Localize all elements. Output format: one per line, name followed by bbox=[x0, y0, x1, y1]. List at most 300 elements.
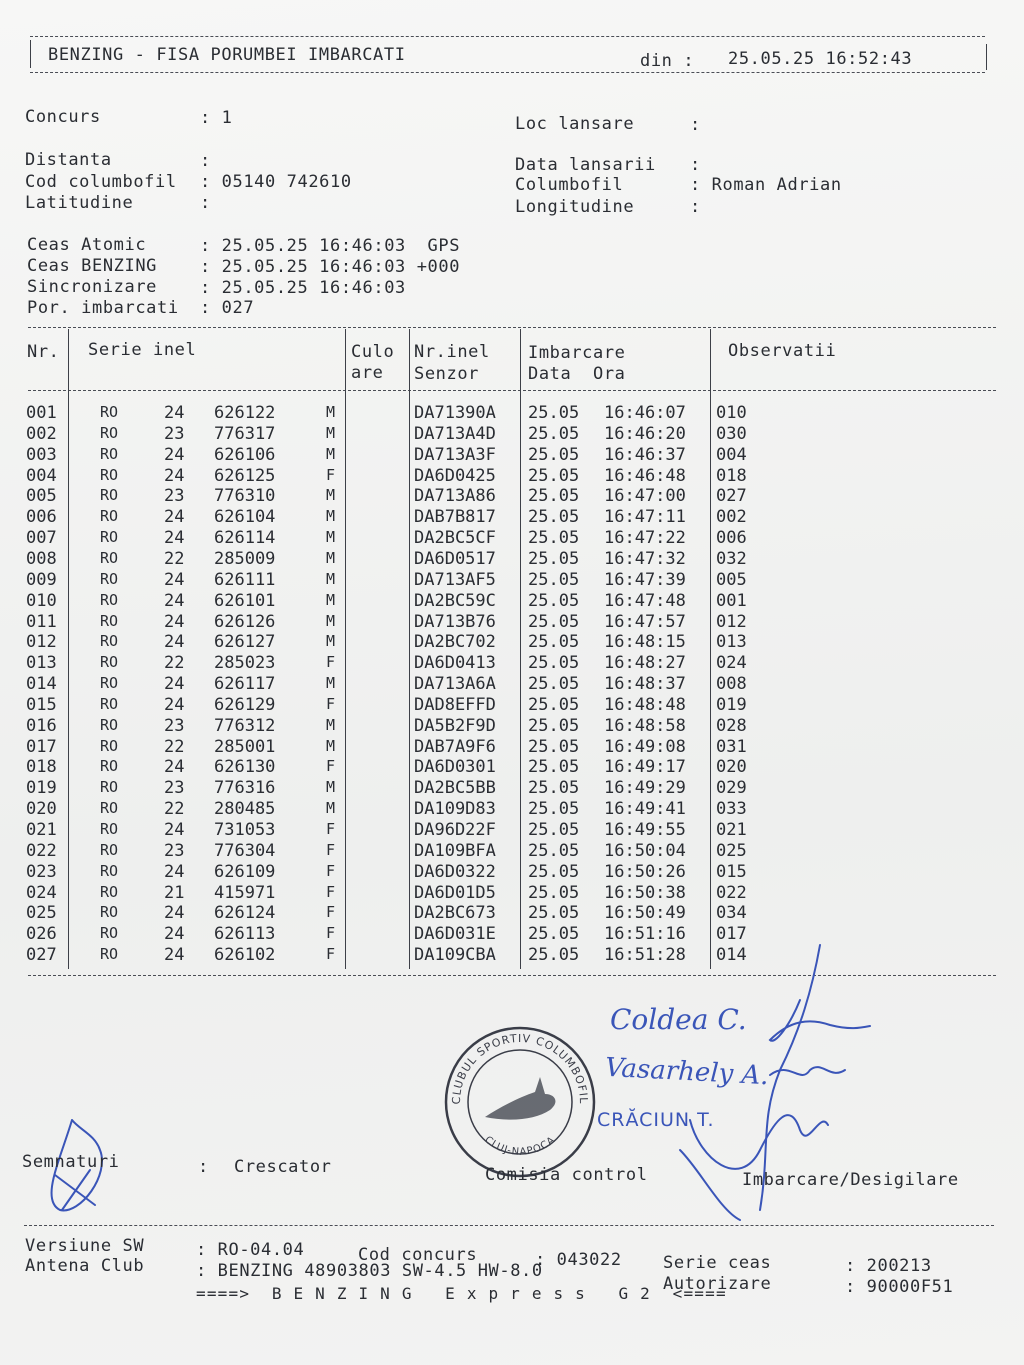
semnaturi-label: Semnaturi bbox=[22, 1152, 120, 1172]
por-imbarcati-value: : 027 bbox=[200, 298, 255, 318]
cell-culoare: F bbox=[326, 882, 336, 901]
cell-data: 25.05 bbox=[528, 945, 580, 966]
cell-inel: 626111 bbox=[214, 569, 276, 590]
cell-tara: RO bbox=[100, 653, 119, 672]
cell-ora: 16:47:22 bbox=[604, 528, 686, 549]
col-header-imbarcare: Imbarcare bbox=[528, 343, 626, 363]
benzing-banner: ====> B E N Z I N G E x p r e s s G 2 <==== bbox=[196, 1284, 727, 1303]
cell-an: 24 bbox=[164, 945, 185, 966]
cell-an: 24 bbox=[164, 569, 185, 590]
serie-ceas-value: : 200213 bbox=[845, 1256, 932, 1276]
concurs-label: Concurs bbox=[25, 107, 101, 127]
cell-ora: 16:47:48 bbox=[604, 590, 686, 611]
cell-senzor: DA96D22F bbox=[414, 820, 496, 840]
col-header-culoare-2: are bbox=[351, 363, 384, 383]
cell-nr: 022 bbox=[26, 840, 57, 861]
cell-culoare: M bbox=[326, 486, 336, 505]
cell-tara: RO bbox=[100, 861, 119, 880]
cell-tara: RO bbox=[100, 924, 119, 943]
cell-senzor: DA109CBA bbox=[414, 945, 496, 966]
cell-observatii: 014 bbox=[716, 945, 747, 966]
cell-senzor: DA713AF5 bbox=[414, 569, 496, 590]
cell-inel: 776312 bbox=[214, 715, 276, 736]
cell-observatii: 006 bbox=[716, 528, 747, 549]
cell-an: 24 bbox=[164, 903, 185, 924]
cell-data: 25.05 bbox=[528, 840, 580, 861]
cell-tara: RO bbox=[100, 590, 119, 609]
cell-senzor: DA6D0413 bbox=[414, 653, 496, 674]
cell-nr: 005 bbox=[26, 486, 57, 507]
print-date-value: 25.05.25 16:52:43 bbox=[728, 49, 913, 69]
footer-top-rule bbox=[24, 1225, 994, 1226]
cell-an: 24 bbox=[164, 924, 185, 945]
cod-columbofil-label: Cod columbofil bbox=[25, 172, 177, 192]
cell-nr: 018 bbox=[26, 757, 57, 778]
cell-an: 22 bbox=[164, 736, 185, 757]
svg-text:CLUJ-NAPOCA bbox=[482, 1134, 557, 1157]
loc-lansare-label: Loc lansare bbox=[515, 114, 635, 134]
cell-senzor: DA713A6A bbox=[414, 674, 496, 695]
cell-senzor: DA2BC5BB bbox=[414, 778, 496, 799]
cell-senzor: DA5B2F9D bbox=[414, 715, 496, 736]
sincronizare-value: : 25.05.25 16:46:03 bbox=[200, 278, 406, 298]
cell-tara: RO bbox=[100, 945, 119, 964]
cell-nr: 025 bbox=[26, 903, 57, 924]
cell-nr: 009 bbox=[26, 569, 57, 590]
cod-columbofil-value: : 05140 742610 bbox=[200, 172, 352, 192]
cell-ora: 16:48:58 bbox=[604, 715, 686, 736]
cell-an: 24 bbox=[164, 757, 185, 778]
cell-observatii: 025 bbox=[716, 840, 747, 861]
cell-data: 25.05 bbox=[528, 507, 580, 528]
cell-tara: RO bbox=[100, 820, 119, 838]
cell-inel: 626125 bbox=[214, 465, 276, 486]
cell-data: 25.05 bbox=[528, 799, 580, 820]
longitudine-label: Longitudine bbox=[515, 197, 635, 217]
cell-an: 24 bbox=[164, 820, 185, 840]
col-header-nr-inel: Nr.inel bbox=[414, 342, 490, 362]
cell-tara: RO bbox=[100, 694, 119, 713]
comisia-control-label: Comisia control bbox=[485, 1165, 648, 1185]
handwritten-name-craciun: CRĂCIUN T. bbox=[597, 1109, 715, 1131]
cell-observatii: 034 bbox=[716, 903, 747, 924]
stamp-bottom-text: CLUJ-NAPOCA bbox=[482, 1134, 558, 1158]
cell-inel: 626117 bbox=[214, 674, 276, 695]
cell-data: 25.05 bbox=[528, 882, 580, 903]
cell-senzor: DA6D0425 bbox=[414, 465, 496, 486]
cell-observatii: 024 bbox=[716, 653, 747, 674]
cell-nr: 008 bbox=[26, 548, 57, 569]
cell-inel: 280485 bbox=[214, 799, 276, 820]
svg-text:CLUBUL SPORTIV COLUMBOFIL bbox=[450, 1032, 590, 1105]
cell-inel: 285023 bbox=[214, 653, 276, 674]
cell-tara: RO bbox=[100, 840, 119, 859]
cell-inel: 285001 bbox=[214, 736, 276, 757]
handwritten-name-vasarhely: Vasarhely A. bbox=[604, 1052, 770, 1092]
col-header-culoare-1: Culo bbox=[351, 342, 395, 362]
cell-nr: 020 bbox=[26, 799, 57, 820]
cell-an: 24 bbox=[164, 465, 185, 486]
cell-tara: RO bbox=[100, 715, 119, 734]
versiune-sw-value: : RO-04.04 bbox=[196, 1240, 305, 1260]
cell-culoare: F bbox=[326, 924, 336, 943]
cell-an: 24 bbox=[164, 694, 185, 715]
cell-inel: 626101 bbox=[214, 590, 276, 611]
latitudine-value: : bbox=[200, 193, 211, 213]
cell-nr: 013 bbox=[26, 653, 57, 674]
cell-culoare: F bbox=[326, 653, 336, 672]
semnaturi-colon: : bbox=[198, 1157, 209, 1177]
cell-nr: 016 bbox=[26, 715, 57, 736]
cell-senzor: DA6D0301 bbox=[414, 757, 496, 778]
cell-inel: 626127 bbox=[214, 632, 276, 653]
cell-senzor: DA2BC59C bbox=[414, 590, 496, 611]
cell-ora: 16:50:26 bbox=[604, 861, 686, 882]
cell-data: 25.05 bbox=[528, 548, 580, 569]
col-header-serie-inel: Serie inel bbox=[88, 340, 197, 360]
cell-ora: 16:46:48 bbox=[604, 465, 686, 486]
cell-culoare: M bbox=[326, 590, 336, 609]
cell-tara: RO bbox=[100, 903, 119, 922]
cell-observatii: 031 bbox=[716, 736, 747, 757]
cell-culoare: M bbox=[326, 674, 336, 693]
cell-ora: 16:46:20 bbox=[604, 423, 686, 444]
antena-club-label: Antena Club bbox=[25, 1256, 145, 1276]
cell-nr: 014 bbox=[26, 674, 57, 695]
cell-nr: 006 bbox=[26, 507, 57, 528]
imbarcare-desigilare-label: Imbarcare/Desigilare bbox=[742, 1170, 959, 1190]
cell-data: 25.05 bbox=[528, 465, 580, 486]
cell-data: 25.05 bbox=[528, 924, 580, 945]
cell-tara: RO bbox=[100, 403, 119, 421]
latitudine-label: Latitudine bbox=[25, 193, 134, 213]
cell-observatii: 022 bbox=[716, 882, 747, 903]
cell-nr: 026 bbox=[26, 924, 57, 945]
cell-ora: 16:46:07 bbox=[604, 403, 686, 423]
cell-data: 25.05 bbox=[528, 611, 580, 632]
cell-inel: 731053 bbox=[214, 820, 276, 840]
cell-tara: RO bbox=[100, 465, 119, 484]
cell-tara: RO bbox=[100, 674, 119, 693]
cell-senzor: DA6D0517 bbox=[414, 548, 496, 569]
cell-culoare: M bbox=[326, 632, 336, 651]
cell-senzor: DA2BC673 bbox=[414, 903, 496, 924]
cell-culoare: F bbox=[326, 840, 336, 859]
cell-ora: 16:47:11 bbox=[604, 507, 686, 528]
cell-senzor: DA71390A bbox=[414, 403, 496, 423]
cell-nr: 015 bbox=[26, 694, 57, 715]
cell-observatii: 008 bbox=[716, 674, 747, 695]
cell-culoare: M bbox=[326, 507, 336, 526]
cell-senzor: DA6D031E bbox=[414, 924, 496, 945]
cell-data: 25.05 bbox=[528, 423, 580, 444]
cell-nr: 021 bbox=[26, 820, 57, 840]
col-header-observatii: Observatii bbox=[728, 341, 837, 361]
cell-inel: 285009 bbox=[214, 548, 276, 569]
cell-observatii: 030 bbox=[716, 423, 747, 444]
cell-an: 23 bbox=[164, 486, 185, 507]
cell-culoare: F bbox=[326, 903, 336, 922]
col-header-senzor: Senzor bbox=[414, 364, 480, 384]
club-stamp bbox=[440, 1022, 600, 1182]
cell-ora: 16:47:32 bbox=[604, 548, 686, 569]
cell-culoare: F bbox=[326, 945, 336, 964]
cell-culoare: M bbox=[326, 736, 336, 755]
cell-nr: 010 bbox=[26, 590, 57, 611]
cell-an: 23 bbox=[164, 715, 185, 736]
cod-concurs-value: : 043022 bbox=[535, 1250, 622, 1270]
cell-an: 23 bbox=[164, 840, 185, 861]
cell-an: 24 bbox=[164, 674, 185, 695]
cell-senzor: DA109D83 bbox=[414, 799, 496, 820]
cell-an: 23 bbox=[164, 778, 185, 799]
cell-inel: 776304 bbox=[214, 840, 276, 861]
cell-ora: 16:51:28 bbox=[604, 945, 686, 966]
cell-culoare: M bbox=[326, 715, 336, 734]
cell-data: 25.05 bbox=[528, 820, 580, 840]
longitudine-value: : bbox=[690, 197, 701, 217]
cell-ora: 16:49:08 bbox=[604, 736, 686, 757]
cell-ora: 16:50:38 bbox=[604, 882, 686, 903]
cell-observatii: 017 bbox=[716, 924, 747, 945]
distanta-value: : bbox=[200, 151, 211, 171]
cell-observatii: 004 bbox=[716, 444, 747, 465]
cell-observatii: 010 bbox=[716, 403, 747, 423]
cell-culoare: F bbox=[326, 861, 336, 880]
cell-senzor: DA713A3F bbox=[414, 444, 496, 465]
cell-ora: 16:50:49 bbox=[604, 903, 686, 924]
cell-culoare: M bbox=[326, 528, 336, 547]
cell-tara: RO bbox=[100, 548, 119, 567]
dove-icon bbox=[485, 1077, 555, 1120]
cell-culoare: M bbox=[326, 548, 336, 567]
autorizare-value: : 90000F51 bbox=[845, 1277, 954, 1297]
cell-data: 25.05 bbox=[528, 903, 580, 924]
cell-observatii: 019 bbox=[716, 694, 747, 715]
cell-observatii: 021 bbox=[716, 820, 747, 840]
cell-observatii: 005 bbox=[716, 569, 747, 590]
cell-tara: RO bbox=[100, 757, 119, 776]
cell-observatii: 012 bbox=[716, 611, 747, 632]
cell-observatii: 029 bbox=[716, 778, 747, 799]
cell-data: 25.05 bbox=[528, 590, 580, 611]
cell-ora: 16:49:41 bbox=[604, 799, 686, 820]
ceas-atomic-value: : 25.05.25 16:46:03 GPS bbox=[200, 236, 461, 256]
cell-data: 25.05 bbox=[528, 674, 580, 695]
cell-observatii: 028 bbox=[716, 715, 747, 736]
cell-culoare: F bbox=[326, 465, 336, 484]
cell-inel: 626124 bbox=[214, 903, 276, 924]
cell-data: 25.05 bbox=[528, 778, 580, 799]
cell-tara: RO bbox=[100, 569, 119, 588]
cell-nr: 004 bbox=[26, 465, 57, 486]
cell-senzor: DA713A4D bbox=[414, 423, 496, 444]
cell-observatii: 032 bbox=[716, 548, 747, 569]
cell-ora: 16:48:37 bbox=[604, 674, 686, 695]
columbofil-label: Columbofil bbox=[515, 175, 624, 195]
cell-observatii: 002 bbox=[716, 507, 747, 528]
cell-tara: RO bbox=[100, 611, 119, 630]
cell-tara: RO bbox=[100, 507, 119, 526]
cell-senzor: DA109BFA bbox=[414, 840, 496, 861]
cell-observatii: 020 bbox=[716, 757, 747, 778]
cell-inel: 626129 bbox=[214, 694, 276, 715]
cell-tara: RO bbox=[100, 423, 119, 442]
cell-an: 24 bbox=[164, 444, 185, 465]
cell-culoare: M bbox=[326, 444, 336, 463]
cell-culoare: F bbox=[326, 820, 336, 838]
columbofil-value: : Roman Adrian bbox=[690, 175, 842, 195]
loc-lansare-value: : bbox=[690, 115, 701, 135]
cell-an: 24 bbox=[164, 507, 185, 528]
cell-ora: 16:47:57 bbox=[604, 611, 686, 632]
cell-ora: 16:49:55 bbox=[604, 820, 686, 840]
cell-culoare: F bbox=[326, 694, 336, 713]
cell-data: 25.05 bbox=[528, 757, 580, 778]
cell-nr: 017 bbox=[26, 736, 57, 757]
cell-data: 25.05 bbox=[528, 715, 580, 736]
cell-nr: 024 bbox=[26, 882, 57, 903]
cell-an: 24 bbox=[164, 528, 185, 549]
cell-data: 25.05 bbox=[528, 861, 580, 882]
cell-data: 25.05 bbox=[528, 444, 580, 465]
cell-inel: 626122 bbox=[214, 403, 276, 423]
cell-inel: 626130 bbox=[214, 757, 276, 778]
cell-inel: 626106 bbox=[214, 444, 276, 465]
data-lansarii-label: Data lansarii bbox=[515, 155, 656, 175]
cell-tara: RO bbox=[100, 632, 119, 651]
cell-tara: RO bbox=[100, 778, 119, 797]
cell-an: 22 bbox=[164, 653, 185, 674]
cell-an: 22 bbox=[164, 548, 185, 569]
por-imbarcati-label: Por. imbarcati bbox=[27, 298, 179, 318]
cell-inel: 776317 bbox=[214, 423, 276, 444]
ceas-benzing-value: : 25.05.25 16:46:03 +000 bbox=[200, 257, 461, 277]
cell-an: 23 bbox=[164, 423, 185, 444]
cod-concurs-label: Cod concurs bbox=[358, 1245, 478, 1265]
data-lansarii-value: : bbox=[690, 155, 701, 175]
cell-senzor: DAD8EFFD bbox=[414, 694, 496, 715]
cell-observatii: 013 bbox=[716, 632, 747, 653]
cell-tara: RO bbox=[100, 528, 119, 547]
cell-senzor: DA2BC702 bbox=[414, 632, 496, 653]
distanta-label: Distanta bbox=[25, 150, 112, 170]
cell-tara: RO bbox=[100, 486, 119, 505]
stamp-top-text: CLUBUL SPORTIV COLUMBOFIL bbox=[449, 1031, 591, 1105]
cell-inel: 626113 bbox=[214, 924, 276, 945]
col-header-nr: Nr. bbox=[27, 342, 60, 362]
autorizare-label: Autorizare bbox=[663, 1274, 772, 1294]
cell-data: 25.05 bbox=[528, 486, 580, 507]
cell-inel: 776310 bbox=[214, 486, 276, 507]
print-date-label: din : bbox=[640, 51, 695, 71]
cell-nr: 002 bbox=[26, 423, 57, 444]
cell-an: 24 bbox=[164, 590, 185, 611]
cell-senzor: DA713A86 bbox=[414, 486, 496, 507]
cell-culoare: M bbox=[326, 778, 336, 797]
cell-nr: 027 bbox=[26, 945, 57, 966]
cell-nr: 019 bbox=[26, 778, 57, 799]
cell-ora: 16:50:04 bbox=[604, 840, 686, 861]
cell-culoare: M bbox=[326, 403, 336, 421]
cell-culoare: M bbox=[326, 423, 336, 442]
cell-ora: 16:47:39 bbox=[604, 569, 686, 590]
cell-ora: 16:49:17 bbox=[604, 757, 686, 778]
cell-culoare: M bbox=[326, 799, 336, 818]
cell-tara: RO bbox=[100, 882, 119, 901]
cell-nr: 003 bbox=[26, 444, 57, 465]
cell-culoare: M bbox=[326, 611, 336, 630]
cell-observatii: 018 bbox=[716, 465, 747, 486]
cell-inel: 626109 bbox=[214, 861, 276, 882]
cell-ora: 16:48:27 bbox=[604, 653, 686, 674]
ceas-atomic-label: Ceas Atomic bbox=[27, 235, 147, 255]
cell-inel: 415971 bbox=[214, 882, 276, 903]
cell-nr: 023 bbox=[26, 861, 57, 882]
versiune-sw-label: Versiune SW bbox=[25, 1236, 145, 1256]
cell-an: 22 bbox=[164, 799, 185, 820]
cell-observatii: 001 bbox=[716, 590, 747, 611]
cell-an: 24 bbox=[164, 632, 185, 653]
cell-ora: 16:48:48 bbox=[604, 694, 686, 715]
cell-ora: 16:51:16 bbox=[604, 924, 686, 945]
cell-senzor: DA6D01D5 bbox=[414, 882, 496, 903]
cell-data: 25.05 bbox=[528, 736, 580, 757]
cell-data: 25.05 bbox=[528, 569, 580, 590]
cell-senzor: DAB7B817 bbox=[414, 507, 496, 528]
sincronizare-label: Sincronizare bbox=[27, 277, 158, 297]
ceas-benzing-label: Ceas BENZING bbox=[27, 256, 158, 276]
cell-an: 24 bbox=[164, 861, 185, 882]
cell-culoare: M bbox=[326, 569, 336, 588]
cell-nr: 011 bbox=[26, 611, 57, 632]
document-title: BENZING - FISA PORUMBEI IMBARCATI bbox=[48, 45, 406, 65]
cell-nr: 012 bbox=[26, 632, 57, 653]
col-header-data-ora: Data Ora bbox=[528, 364, 626, 384]
cell-ora: 16:46:37 bbox=[604, 444, 686, 465]
cell-data: 25.05 bbox=[528, 403, 580, 423]
cell-data: 25.05 bbox=[528, 528, 580, 549]
cell-inel: 626104 bbox=[214, 507, 276, 528]
cell-observatii: 027 bbox=[716, 486, 747, 507]
cell-observatii: 033 bbox=[716, 799, 747, 820]
cell-an: 21 bbox=[164, 882, 185, 903]
cell-senzor: DA713B76 bbox=[414, 611, 496, 632]
cell-an: 24 bbox=[164, 403, 185, 423]
handwritten-name-coldea: Coldea C. bbox=[610, 1003, 747, 1036]
cell-inel: 776316 bbox=[214, 778, 276, 799]
serie-ceas-label: Serie ceas bbox=[663, 1253, 772, 1273]
cell-tara: RO bbox=[100, 799, 119, 818]
cell-tara: RO bbox=[100, 444, 119, 463]
crescator-label: Crescator bbox=[234, 1157, 332, 1177]
concurs-value: : 1 bbox=[200, 108, 233, 128]
cell-ora: 16:48:15 bbox=[604, 632, 686, 653]
cell-data: 25.05 bbox=[528, 653, 580, 674]
cell-ora: 16:47:00 bbox=[604, 486, 686, 507]
cell-nr: 001 bbox=[26, 403, 57, 423]
cell-observatii: 015 bbox=[716, 861, 747, 882]
cell-culoare: F bbox=[326, 757, 336, 776]
cell-senzor: DAB7A9F6 bbox=[414, 736, 496, 757]
cell-ora: 16:49:29 bbox=[604, 778, 686, 799]
cell-senzor: DA6D0322 bbox=[414, 861, 496, 882]
cell-data: 25.05 bbox=[528, 694, 580, 715]
cell-inel: 626114 bbox=[214, 528, 276, 549]
cell-inel: 626126 bbox=[214, 611, 276, 632]
cell-inel: 626102 bbox=[214, 945, 276, 966]
cell-nr: 007 bbox=[26, 528, 57, 549]
